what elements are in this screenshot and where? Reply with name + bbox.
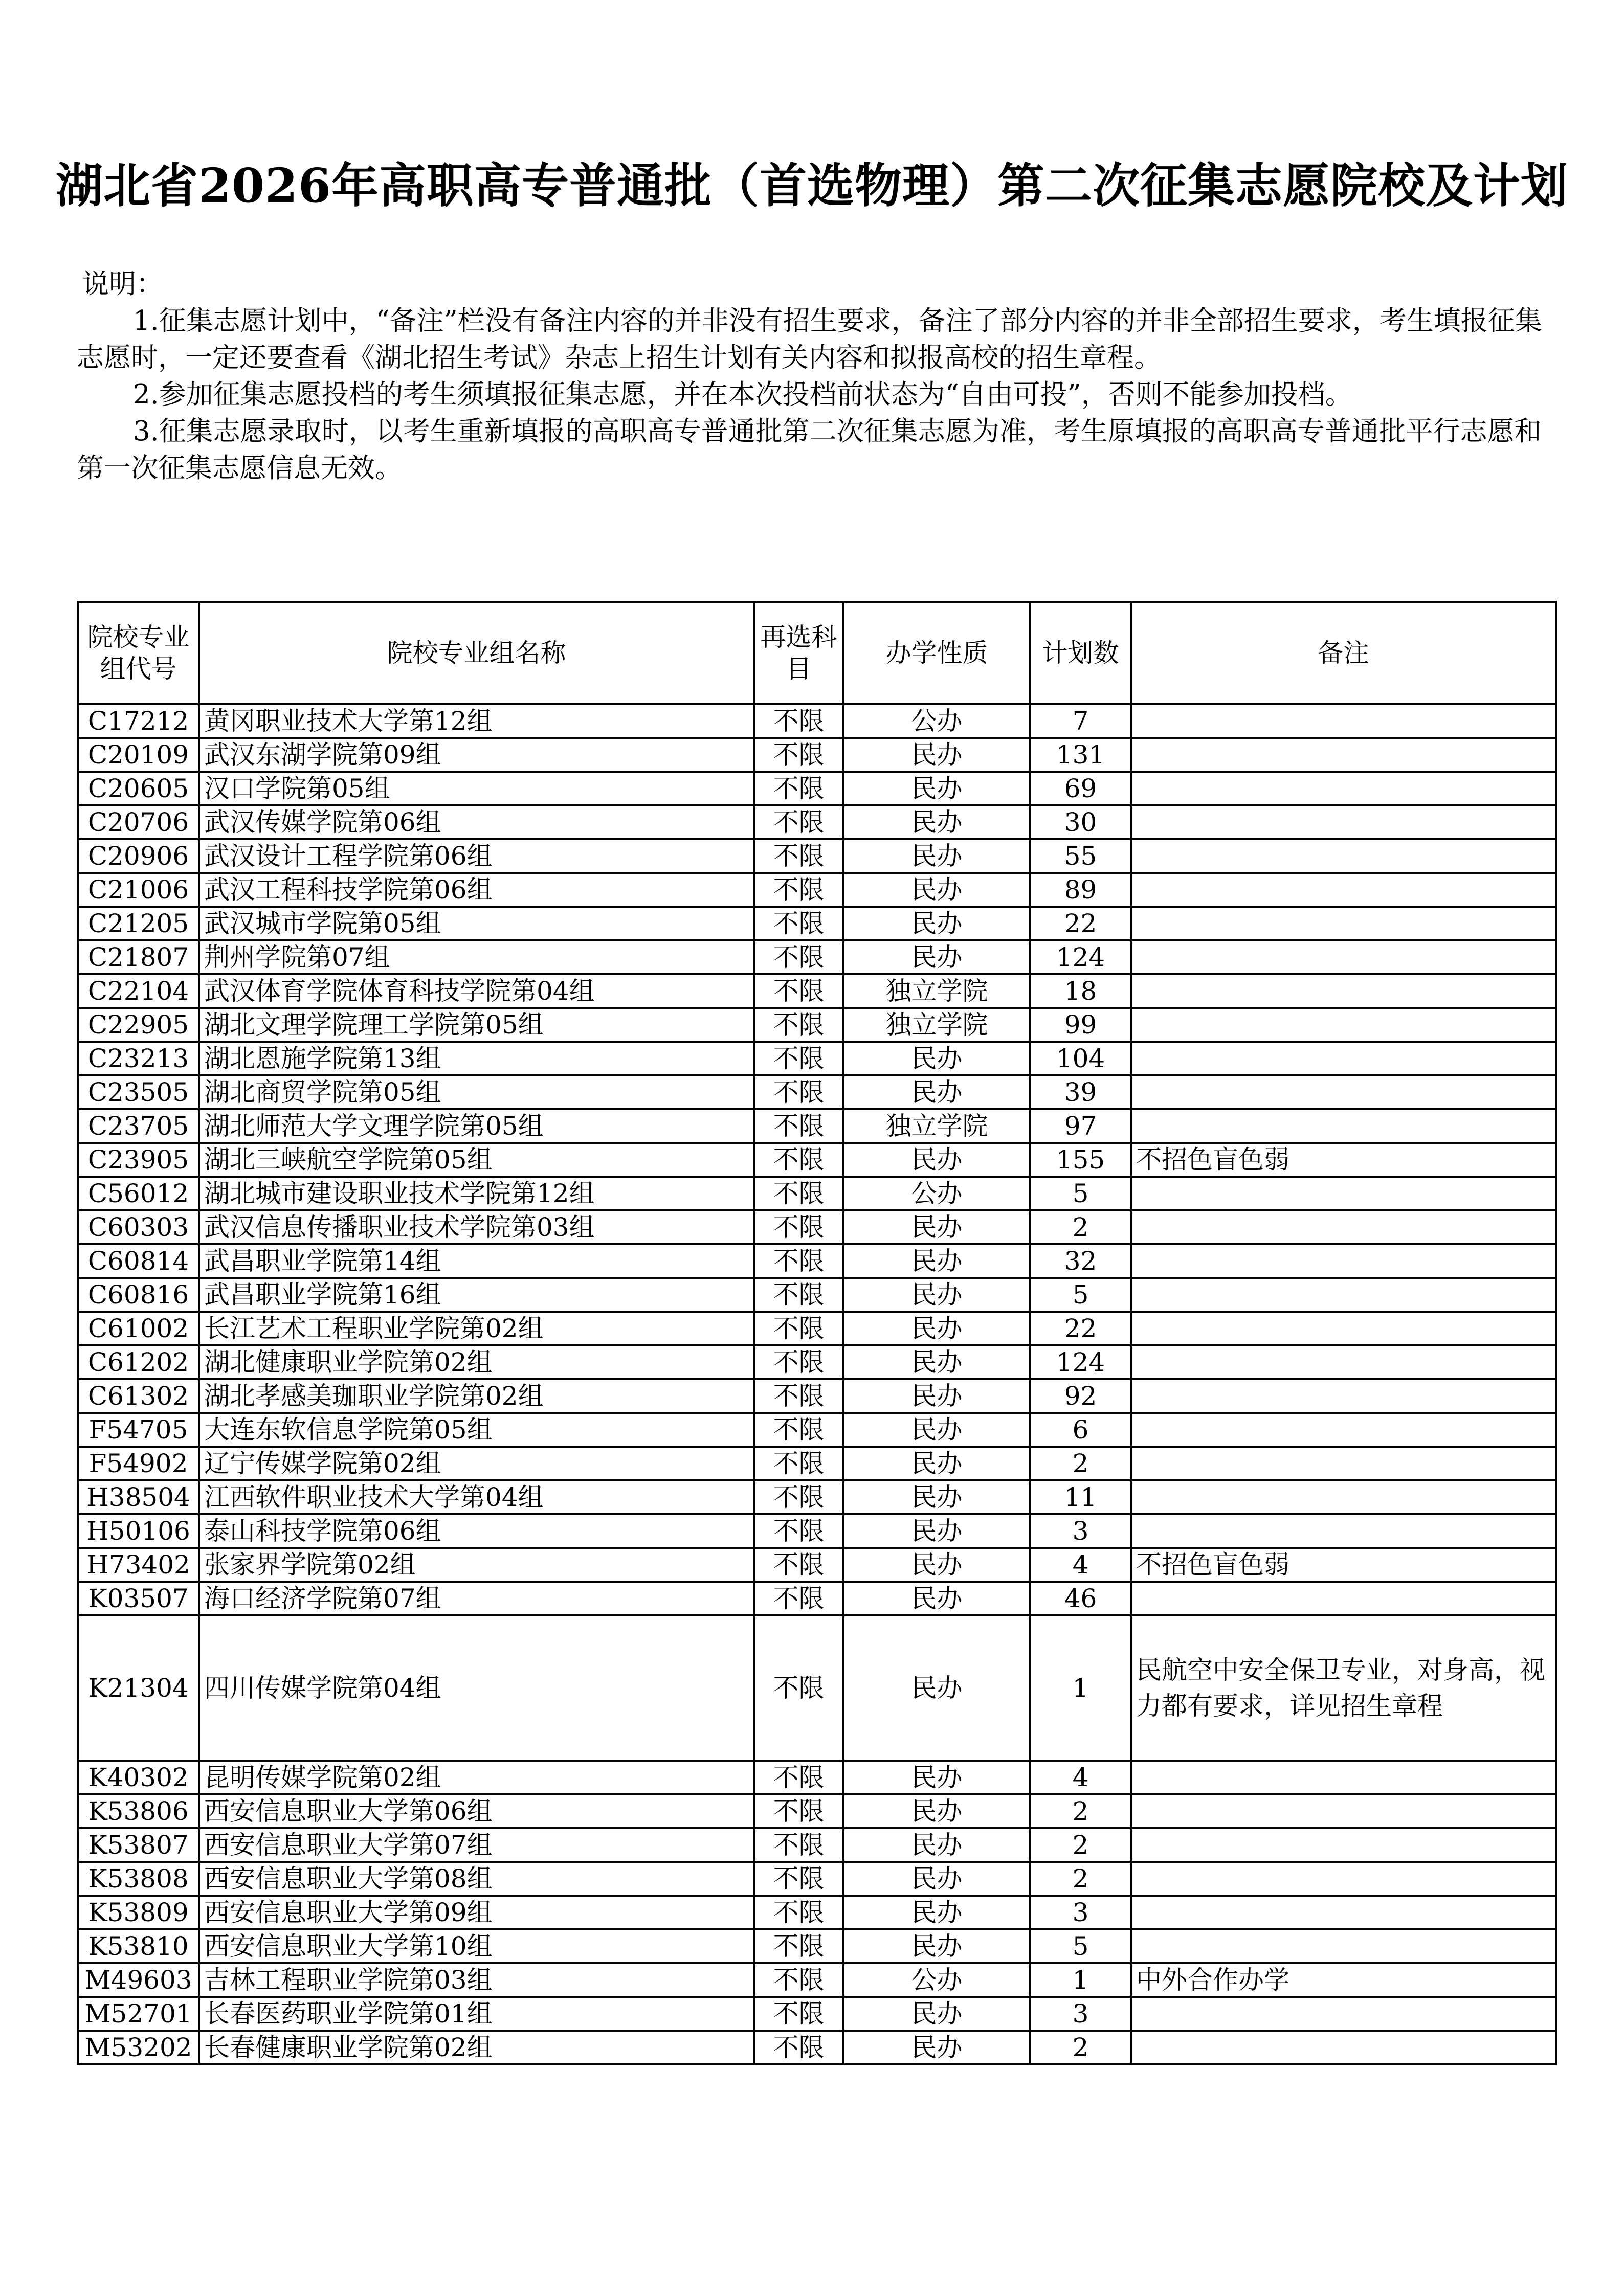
cell-nature: 民办 — [843, 1997, 1030, 2031]
table-row — [78, 1794, 1556, 1828]
cell-nature: 独立学院 — [843, 974, 1030, 1008]
cell-subject: 不限 — [754, 1963, 843, 1997]
cell-nature: 民办 — [843, 1278, 1030, 1312]
cell-group-code: M49603 — [78, 1963, 199, 1997]
cell-subject: 不限 — [754, 1582, 843, 1615]
cell-group-code: C60303 — [78, 1210, 199, 1244]
cell-group-name: 泰山科技学院第06组 — [199, 1514, 754, 1548]
table-row — [78, 1177, 1556, 1210]
cell-group-code: K40302 — [78, 1761, 199, 1794]
cell-subject: 不限 — [754, 1008, 843, 1042]
cell-remarks — [1131, 1929, 1556, 1963]
cell-nature: 民办 — [843, 1413, 1030, 1447]
cell-plan-count: 7 — [1030, 704, 1131, 738]
table-row — [78, 1862, 1556, 1896]
cell-plan-count: 4 — [1030, 1761, 1131, 1794]
cell-subject: 不限 — [754, 1896, 843, 1929]
cell-group-code: C22104 — [78, 974, 199, 1008]
header-subject: 再选科目 — [754, 602, 843, 704]
header-group-code: 院校专业组代号 — [78, 602, 199, 704]
table-row — [78, 1582, 1556, 1615]
cell-group-name: 西安信息职业大学第06组 — [199, 1794, 754, 1828]
table-row — [78, 1548, 1556, 1582]
cell-group-code: C23905 — [78, 1143, 199, 1177]
table-row — [78, 1143, 1556, 1177]
table-row — [78, 2031, 1556, 2064]
cell-nature: 民办 — [843, 2031, 1030, 2064]
cell-group-name: 湖北健康职业学院第02组 — [199, 1345, 754, 1379]
cell-remarks: 民航空中安全保卫专业，对身高，视力都有要求，详见招生章程 — [1131, 1615, 1556, 1761]
cell-nature: 民办 — [843, 940, 1030, 974]
cell-group-code: K03507 — [78, 1582, 199, 1615]
cell-nature: 民办 — [843, 839, 1030, 873]
note-item: 3.征集志愿录取时，以考生重新填报的高职高专普通批第二次征集志愿为准，考生原填报的高职高专普通批平行志愿和第一次征集志愿信息无效。 — [77, 416, 1542, 484]
cell-plan-count: 11 — [1030, 1480, 1131, 1514]
cell-group-name: 西安信息职业大学第08组 — [199, 1862, 754, 1896]
cell-remarks: 中外合作办学 — [1131, 1963, 1556, 1997]
cell-nature: 公办 — [843, 1963, 1030, 1997]
table-row — [78, 839, 1556, 873]
cell-group-code: K53806 — [78, 1794, 199, 1828]
table-row — [78, 1075, 1556, 1109]
table-row — [78, 1278, 1556, 1312]
cell-nature: 民办 — [843, 1379, 1030, 1413]
cell-remarks — [1131, 1312, 1556, 1345]
cell-nature: 民办 — [843, 1042, 1030, 1075]
table-header-row — [78, 602, 1556, 704]
cell-nature: 民办 — [843, 907, 1030, 940]
cell-plan-count: 22 — [1030, 1312, 1131, 1345]
cell-group-code: C21205 — [78, 907, 199, 940]
cell-group-code: K53807 — [78, 1828, 199, 1862]
cell-group-code: H73402 — [78, 1548, 199, 1582]
cell-subject: 不限 — [754, 873, 843, 907]
cell-group-code: C60814 — [78, 1244, 199, 1278]
cell-group-name: 湖北师范大学文理学院第05组 — [199, 1109, 754, 1143]
cell-plan-count: 97 — [1030, 1109, 1131, 1143]
cell-group-name: 海口经济学院第07组 — [199, 1582, 754, 1615]
cell-subject: 不限 — [754, 1615, 843, 1761]
table-row — [78, 1008, 1556, 1042]
cell-subject: 不限 — [754, 1244, 843, 1278]
cell-subject: 不限 — [754, 2031, 843, 2064]
cell-remarks — [1131, 1413, 1556, 1447]
cell-group-name: 张家界学院第02组 — [199, 1548, 754, 1582]
cell-group-code: F54705 — [78, 1413, 199, 1447]
cell-group-code: C20906 — [78, 839, 199, 873]
cell-group-name: 黄冈职业技术大学第12组 — [199, 704, 754, 738]
cell-nature: 民办 — [843, 1447, 1030, 1480]
cell-nature: 民办 — [843, 1582, 1030, 1615]
cell-plan-count: 2 — [1030, 1794, 1131, 1828]
cell-plan-count: 1 — [1030, 1615, 1131, 1761]
cell-group-code: C22905 — [78, 1008, 199, 1042]
cell-group-name: 吉林工程职业学院第03组 — [199, 1963, 754, 1997]
cell-subject: 不限 — [754, 704, 843, 738]
cell-group-name: 武汉信息传播职业技术学院第03组 — [199, 1210, 754, 1244]
cell-remarks — [1131, 805, 1556, 839]
cell-subject: 不限 — [754, 738, 843, 772]
cell-nature: 民办 — [843, 1548, 1030, 1582]
cell-group-name: 四川传媒学院第04组 — [199, 1615, 754, 1761]
table-row — [78, 805, 1556, 839]
cell-nature: 民办 — [843, 1929, 1030, 1963]
header-remarks: 备注 — [1131, 602, 1556, 704]
table-row — [78, 1963, 1556, 1997]
cell-group-name: 武昌职业学院第14组 — [199, 1244, 754, 1278]
cell-group-code: C17212 — [78, 704, 199, 738]
cell-subject: 不限 — [754, 1480, 843, 1514]
cell-remarks — [1131, 1447, 1556, 1480]
table-row — [78, 1042, 1556, 1075]
cell-subject: 不限 — [754, 1379, 843, 1413]
cell-group-name: 西安信息职业大学第09组 — [199, 1896, 754, 1929]
cell-plan-count: 2 — [1030, 1862, 1131, 1896]
cell-subject: 不限 — [754, 1862, 843, 1896]
cell-plan-count: 155 — [1030, 1143, 1131, 1177]
note-item: 2.参加征集志愿投档的考生须填报征集志愿，并在本次投档前状态为“自由可投”，否则不能参加投档。 — [133, 379, 1352, 410]
cell-nature: 民办 — [843, 738, 1030, 772]
cell-group-name: 江西软件职业技术大学第04组 — [199, 1480, 754, 1514]
table-row — [78, 1615, 1556, 1761]
cell-group-code: C56012 — [78, 1177, 199, 1210]
cell-group-code: F54902 — [78, 1447, 199, 1480]
cell-plan-count: 46 — [1030, 1582, 1131, 1615]
cell-subject: 不限 — [754, 1109, 843, 1143]
cell-nature: 民办 — [843, 1794, 1030, 1828]
cell-subject: 不限 — [754, 974, 843, 1008]
cell-group-name: 武昌职业学院第16组 — [199, 1278, 754, 1312]
cell-group-name: 长春医药职业学院第01组 — [199, 1997, 754, 2031]
cell-plan-count: 2 — [1030, 1210, 1131, 1244]
note-item: 1.征集志愿计划中，“备注”栏没有备注内容的并非没有招生要求，备注了部分内容的并非全部招生要求，考生填报征集志愿时，一定还要查看《湖北招生考试》杂志上招生计划有关内容和拟报高校的招生章程。 — [77, 305, 1542, 373]
cell-group-code: C23213 — [78, 1042, 199, 1075]
cell-subject: 不限 — [754, 1177, 843, 1210]
cell-remarks — [1131, 974, 1556, 1008]
cell-nature: 民办 — [843, 1761, 1030, 1794]
table-row — [78, 1480, 1556, 1514]
cell-remarks — [1131, 907, 1556, 940]
cell-plan-count: 22 — [1030, 907, 1131, 940]
cell-remarks — [1131, 1828, 1556, 1862]
cell-nature: 独立学院 — [843, 1109, 1030, 1143]
notes-heading: 说明： — [82, 268, 163, 300]
cell-remarks — [1131, 2031, 1556, 2064]
cell-nature: 民办 — [843, 873, 1030, 907]
cell-group-code: C21006 — [78, 873, 199, 907]
cell-remarks — [1131, 1042, 1556, 1075]
cell-nature: 民办 — [843, 1828, 1030, 1862]
cell-plan-count: 30 — [1030, 805, 1131, 839]
cell-subject: 不限 — [754, 1997, 843, 2031]
cell-subject: 不限 — [754, 1514, 843, 1548]
table-row — [78, 1514, 1556, 1548]
cell-group-code: K53809 — [78, 1896, 199, 1929]
cell-group-name: 辽宁传媒学院第02组 — [199, 1447, 754, 1480]
cell-remarks — [1131, 1075, 1556, 1109]
cell-plan-count: 5 — [1030, 1278, 1131, 1312]
cell-group-code: C20109 — [78, 738, 199, 772]
table-row — [78, 1413, 1556, 1447]
cell-group-code: C61302 — [78, 1379, 199, 1413]
cell-remarks — [1131, 1177, 1556, 1210]
plan-table — [77, 601, 1557, 2065]
cell-group-name: 湖北文理学院理工学院第05组 — [199, 1008, 754, 1042]
cell-remarks — [1131, 1379, 1556, 1413]
cell-group-code: C23705 — [78, 1109, 199, 1143]
cell-remarks — [1131, 1345, 1556, 1379]
cell-group-name: 西安信息职业大学第07组 — [199, 1828, 754, 1862]
cell-plan-count: 6 — [1030, 1413, 1131, 1447]
cell-remarks — [1131, 839, 1556, 873]
cell-group-name: 湖北商贸学院第05组 — [199, 1075, 754, 1109]
cell-plan-count: 1 — [1030, 1963, 1131, 1997]
cell-plan-count: 2 — [1030, 1447, 1131, 1480]
cell-plan-count: 18 — [1030, 974, 1131, 1008]
cell-subject: 不限 — [754, 1413, 843, 1447]
cell-subject: 不限 — [754, 1828, 843, 1862]
cell-group-code: K21304 — [78, 1615, 199, 1761]
cell-plan-count: 4 — [1030, 1548, 1131, 1582]
cell-group-code: K53810 — [78, 1929, 199, 1963]
header-group-name: 院校专业组名称 — [199, 602, 754, 704]
cell-group-code: H38504 — [78, 1480, 199, 1514]
cell-nature: 独立学院 — [843, 1008, 1030, 1042]
cell-subject: 不限 — [754, 1447, 843, 1480]
cell-group-name: 西安信息职业大学第10组 — [199, 1929, 754, 1963]
table-row — [78, 1761, 1556, 1794]
cell-plan-count: 32 — [1030, 1244, 1131, 1278]
header-nature: 办学性质 — [843, 602, 1030, 704]
cell-remarks — [1131, 1896, 1556, 1929]
cell-remarks — [1131, 1862, 1556, 1896]
cell-nature: 民办 — [843, 1862, 1030, 1896]
cell-plan-count: 3 — [1030, 1997, 1131, 2031]
cell-group-name: 长江艺术工程职业学院第02组 — [199, 1312, 754, 1345]
table-row — [78, 1210, 1556, 1244]
cell-remarks — [1131, 1244, 1556, 1278]
cell-group-name: 昆明传媒学院第02组 — [199, 1761, 754, 1794]
cell-remarks — [1131, 1480, 1556, 1514]
cell-remarks — [1131, 772, 1556, 805]
cell-plan-count: 39 — [1030, 1075, 1131, 1109]
cell-group-name: 武汉传媒学院第06组 — [199, 805, 754, 839]
cell-plan-count: 2 — [1030, 2031, 1131, 2064]
table-row — [78, 1896, 1556, 1929]
cell-plan-count: 89 — [1030, 873, 1131, 907]
cell-group-name: 荆州学院第07组 — [199, 940, 754, 974]
cell-remarks — [1131, 1794, 1556, 1828]
cell-subject: 不限 — [754, 940, 843, 974]
cell-group-code: C60816 — [78, 1278, 199, 1312]
table-row — [78, 1345, 1556, 1379]
cell-subject: 不限 — [754, 772, 843, 805]
cell-group-name: 湖北城市建设职业技术学院第12组 — [199, 1177, 754, 1210]
cell-subject: 不限 — [754, 1075, 843, 1109]
cell-plan-count: 55 — [1030, 839, 1131, 873]
cell-nature: 民办 — [843, 1210, 1030, 1244]
document-title: 湖北省2026年高职高专普通批（首选物理）第二次征集志愿院校及计划 — [55, 158, 1569, 213]
cell-nature: 民办 — [843, 1345, 1030, 1379]
table-row — [78, 1379, 1556, 1413]
cell-group-code: C61202 — [78, 1345, 199, 1379]
cell-group-name: 大连东软信息学院第05组 — [199, 1413, 754, 1447]
cell-subject: 不限 — [754, 1312, 843, 1345]
cell-group-code: C20706 — [78, 805, 199, 839]
cell-remarks — [1131, 738, 1556, 772]
cell-group-code: M52701 — [78, 1997, 199, 2031]
table-row — [78, 738, 1556, 772]
cell-nature: 民办 — [843, 1514, 1030, 1548]
cell-remarks: 不招色盲色弱 — [1131, 1548, 1556, 1582]
cell-group-name: 湖北恩施学院第13组 — [199, 1042, 754, 1075]
cell-nature: 民办 — [843, 1075, 1030, 1109]
table-row — [78, 1447, 1556, 1480]
cell-plan-count: 124 — [1030, 940, 1131, 974]
cell-nature: 民办 — [843, 1244, 1030, 1278]
cell-remarks — [1131, 704, 1556, 738]
cell-plan-count: 92 — [1030, 1379, 1131, 1413]
cell-subject: 不限 — [754, 1143, 843, 1177]
cell-plan-count: 124 — [1030, 1345, 1131, 1379]
cell-subject: 不限 — [754, 1548, 843, 1582]
cell-remarks — [1131, 1761, 1556, 1794]
cell-nature: 民办 — [843, 1143, 1030, 1177]
cell-group-name: 武汉工程科技学院第06组 — [199, 873, 754, 907]
cell-subject: 不限 — [754, 1761, 843, 1794]
cell-remarks — [1131, 1278, 1556, 1312]
cell-group-code: C61002 — [78, 1312, 199, 1345]
cell-nature: 公办 — [843, 704, 1030, 738]
cell-group-code: H50106 — [78, 1514, 199, 1548]
table-row — [78, 1997, 1556, 2031]
cell-group-code: C21807 — [78, 940, 199, 974]
cell-nature: 民办 — [843, 1312, 1030, 1345]
cell-group-code: M53202 — [78, 2031, 199, 2064]
cell-remarks — [1131, 1109, 1556, 1143]
cell-group-name: 武汉城市学院第05组 — [199, 907, 754, 940]
cell-plan-count: 5 — [1030, 1177, 1131, 1210]
table-row — [78, 940, 1556, 974]
table-row — [78, 772, 1556, 805]
table-row — [78, 907, 1556, 940]
cell-remarks — [1131, 1582, 1556, 1615]
cell-subject: 不限 — [754, 907, 843, 940]
cell-plan-count: 2 — [1030, 1828, 1131, 1862]
cell-subject: 不限 — [754, 805, 843, 839]
cell-group-name: 湖北三峡航空学院第05组 — [199, 1143, 754, 1177]
cell-remarks — [1131, 1210, 1556, 1244]
cell-subject: 不限 — [754, 1278, 843, 1312]
cell-group-name: 汉口学院第05组 — [199, 772, 754, 805]
cell-plan-count: 131 — [1030, 738, 1131, 772]
table-row — [78, 974, 1556, 1008]
cell-plan-count: 5 — [1030, 1929, 1131, 1963]
cell-subject: 不限 — [754, 1929, 843, 1963]
cell-remarks — [1131, 940, 1556, 974]
cell-group-name: 长春健康职业学院第02组 — [199, 2031, 754, 2064]
table-row — [78, 1929, 1556, 1963]
cell-plan-count: 3 — [1030, 1514, 1131, 1548]
table-body — [78, 704, 1556, 2064]
cell-subject: 不限 — [754, 1794, 843, 1828]
table-row — [78, 1312, 1556, 1345]
cell-group-name: 武汉体育学院体育科技学院第04组 — [199, 974, 754, 1008]
table-row — [78, 873, 1556, 907]
cell-group-name: 武汉设计工程学院第06组 — [199, 839, 754, 873]
cell-remarks — [1131, 1997, 1556, 2031]
cell-plan-count: 104 — [1030, 1042, 1131, 1075]
cell-remarks — [1131, 873, 1556, 907]
cell-group-name: 湖北孝感美珈职业学院第02组 — [199, 1379, 754, 1413]
cell-nature: 民办 — [843, 1480, 1030, 1514]
cell-subject: 不限 — [754, 1042, 843, 1075]
cell-remarks — [1131, 1008, 1556, 1042]
header-plan-count: 计划数 — [1030, 602, 1131, 704]
cell-nature: 民办 — [843, 1896, 1030, 1929]
cell-nature: 民办 — [843, 772, 1030, 805]
cell-nature: 民办 — [843, 1615, 1030, 1761]
table-row — [78, 1828, 1556, 1862]
table-row — [78, 1244, 1556, 1278]
cell-plan-count: 3 — [1030, 1896, 1131, 1929]
cell-nature: 公办 — [843, 1177, 1030, 1210]
cell-nature: 民办 — [843, 805, 1030, 839]
cell-subject: 不限 — [754, 839, 843, 873]
cell-group-code: C23505 — [78, 1075, 199, 1109]
cell-plan-count: 99 — [1030, 1008, 1131, 1042]
cell-subject: 不限 — [754, 1210, 843, 1244]
table-row — [78, 704, 1556, 738]
cell-remarks — [1131, 1514, 1556, 1548]
cell-remarks: 不招色盲色弱 — [1131, 1143, 1556, 1177]
cell-group-name: 武汉东湖学院第09组 — [199, 738, 754, 772]
notes-section — [77, 266, 1550, 487]
cell-subject: 不限 — [754, 1345, 843, 1379]
cell-plan-count: 69 — [1030, 772, 1131, 805]
table-row — [78, 1109, 1556, 1143]
cell-group-code: C20605 — [78, 772, 199, 805]
cell-group-code: K53808 — [78, 1862, 199, 1896]
